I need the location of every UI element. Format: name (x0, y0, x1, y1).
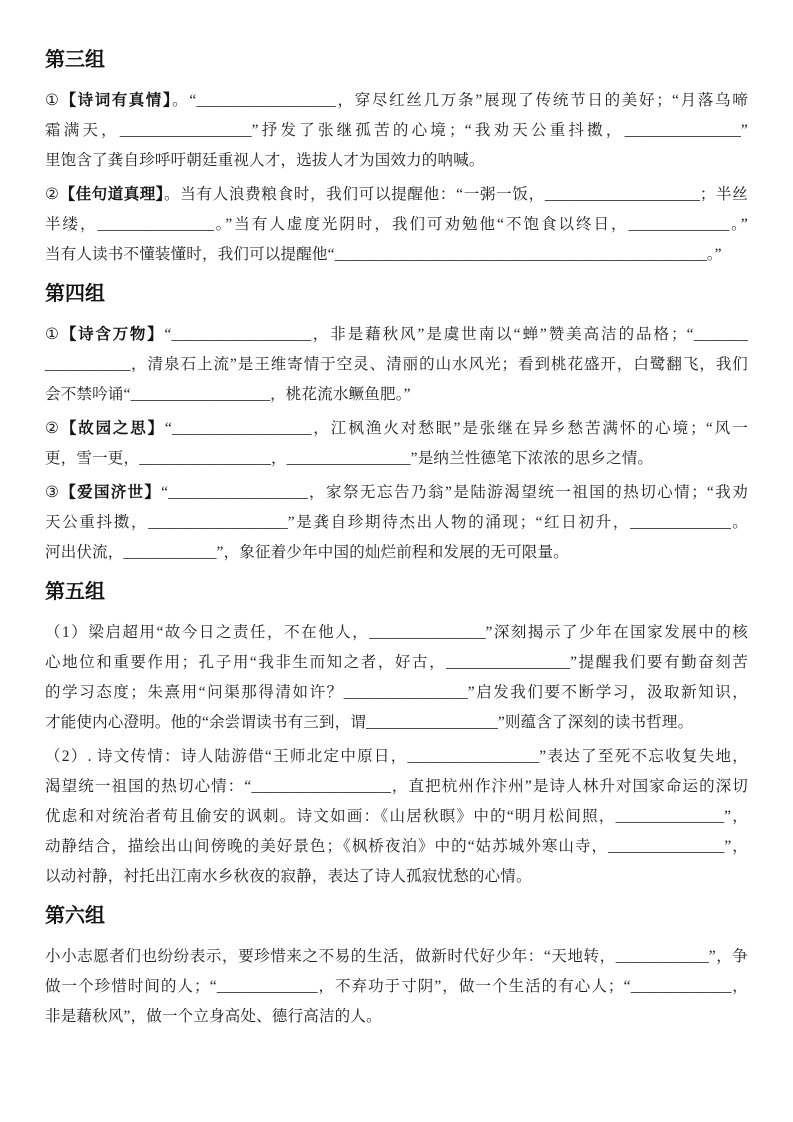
text-line (45, 320, 748, 350)
fill-in-blank: __________________ (196, 92, 336, 109)
text-run: ，桃花流水鳜鱼肥。” (270, 386, 411, 403)
paragraph (45, 180, 748, 270)
text-line (45, 862, 748, 892)
bold-bracket-label: 【爱国济世】 (60, 484, 162, 501)
text-line (45, 478, 748, 508)
fill-in-blank: _____________ (628, 216, 730, 233)
text-run: 心地位和重要作用；孔子用“我非生而知之者，好古， (45, 654, 447, 671)
text-line (45, 86, 748, 116)
fill-in-blank: ____________________ (544, 186, 700, 203)
bold-bracket-label: 【佳句道真理】 (59, 186, 165, 203)
section-title: 第六组 (45, 905, 105, 927)
text-run: 会不禁吟诵“ (45, 386, 131, 403)
text-line (45, 678, 748, 708)
text-run: 。”当有人虚度光阴时，我们可劝勉他“不饱食以终日， (213, 216, 629, 233)
text-run: ”抒发了张继孤苦的心境；“我劝天公重抖擞， (251, 122, 625, 139)
fill-in-blank: _______________ (369, 624, 486, 641)
text-run: ” (740, 122, 748, 139)
text-line (45, 380, 748, 410)
fill-in-blank: ____________ (615, 948, 709, 965)
text-run: 动静结合，描绘出山间傍晚的美好景色；《枫桥夜泊》中的“姑苏城外寒山寺， (45, 838, 609, 855)
text-run: ，非是藉秋风”是虞世南以“蝉”赞美高洁的品格；“ (311, 326, 694, 343)
fill-in-blank: _______ (693, 326, 748, 343)
text-line (45, 648, 748, 678)
text-run: ”， (724, 808, 748, 825)
paragraph (45, 414, 748, 474)
section-title: 第四组 (45, 283, 105, 305)
text-line (45, 240, 748, 270)
text-run: ① (45, 326, 61, 343)
text-run: ”启发我们要不断学习，汲取新知识， (467, 684, 749, 701)
text-run: ”是龚自珍期待杰出人物的涌现；“红日初升， (287, 514, 631, 531)
text-run: 非是藉秋风”，做一个立身高处、德行高洁的人。 (45, 1008, 382, 1025)
paragraph (45, 478, 748, 568)
text-run: 优虑和对统治者苟且偷安的讽刺。诗文如画：《山居秋暝》中的“明月松间照， (45, 808, 616, 825)
text-run: ，穿尽红丝几万条”展现了传统节日的美好；“月落乌啼 (335, 92, 748, 109)
text-line (45, 146, 748, 176)
text-run: ”则蕴含了深刻的读书哲理。 (497, 714, 694, 731)
fill-in-blank: __________________ (130, 386, 271, 403)
paragraph (45, 320, 748, 410)
text-run: ，直把杭州作汴州”是诗人林升对国家命运的深切 (391, 778, 749, 795)
bold-bracket-label: 【诗词有真情】 (60, 92, 173, 109)
text-run: ”，象征着少年中国的灿烂前程和发展的无可限量。 (216, 544, 569, 561)
text-run: （2）. 诗文传情：诗人陆游借“王师北定中原日， (45, 748, 408, 765)
fill-in-blank: ________________ (286, 450, 411, 467)
fill-in-blank: _______________ (624, 122, 741, 139)
text-run: 霜满天， (45, 122, 120, 139)
fill-in-blank: _____________ (216, 978, 318, 995)
text-run: ”表达了至死不忘收复失地， (539, 748, 749, 765)
text-run: ”，争 (708, 948, 748, 965)
text-line (45, 508, 748, 538)
text-run: ① (45, 92, 61, 109)
text-run: 半缕， (45, 216, 98, 233)
text-run: （1）梁启超用“故今日之责任，不在他人， (45, 624, 370, 641)
fill-in-blank: __________________ (251, 778, 392, 795)
section-group-3 (45, 48, 748, 270)
fill-in-blank: __________________ (171, 420, 312, 437)
text-run: ， (731, 978, 748, 995)
text-run: 。 (730, 514, 749, 531)
fill-in-blank: ______________ (615, 808, 725, 825)
text-line (45, 618, 748, 648)
section-title: 第三组 (45, 49, 105, 71)
fill-in-blank: ___________ (45, 356, 131, 373)
text-run: 天公重抖擞， (45, 514, 149, 531)
fill-in-blank: _______________ (97, 216, 214, 233)
text-run: ”深刻揭示了少年在国家发展中的核 (485, 624, 748, 641)
text-line (45, 180, 748, 210)
text-run: 做一个珍惜时间的人；“ (45, 978, 217, 995)
fill-in-blank: _________________ (407, 748, 540, 765)
fill-in-blank: _________________ (119, 122, 252, 139)
fill-in-blank: _____________ (630, 978, 732, 995)
paragraph (45, 618, 748, 738)
paragraph (45, 86, 748, 176)
text-line (45, 708, 748, 738)
text-run: ”提醒我们要有勤奋刻苦 (570, 654, 748, 671)
text-run: 当有人读书不懂装懂时，我们可以提醒他“ (45, 246, 335, 263)
text-line (45, 116, 748, 146)
text-line (45, 942, 748, 972)
text-run: ，清泉石上流”是王维寄情于空灵、清丽的山水风光；看到桃花盛开，白鹭翻飞，我们 (130, 356, 748, 373)
text-run: ”是纳兰性德笔下浓浓的思乡之情。 (410, 450, 654, 467)
text-line (45, 210, 748, 240)
fill-in-blank: __________________ (171, 326, 311, 343)
text-line (45, 350, 748, 380)
text-run: ，不弃功于寸阴”，做一个生活的有心人；“ (317, 978, 631, 995)
fill-in-blank: ________________________________________________ (334, 246, 707, 263)
text-run: ，江枫渔火对愁眠”是张继在异乡愁苦满怀的心境；“风一 (311, 420, 748, 437)
text-run: 以动衬静，衬托出江南水乡秋夜的寂静，表达了诗人孤寂忧愁的心情。 (45, 868, 532, 885)
text-run: 里饱含了龚自珍呼吁朝廷重视人才，选拔人才为国效力的呐喊。 (45, 152, 485, 169)
paragraph (45, 742, 748, 892)
text-line (45, 444, 748, 474)
text-run: 。” (706, 246, 722, 263)
fill-in-blank: ________________ (446, 654, 571, 671)
section-title: 第五组 (45, 581, 105, 603)
text-run: ② (45, 420, 61, 437)
text-line (45, 772, 748, 802)
text-run: “ (164, 326, 172, 343)
text-run: ② (45, 186, 60, 203)
text-run: 更，雪一更， (45, 450, 140, 467)
text-run: ；半丝 (699, 186, 748, 203)
section-group-4 (45, 282, 748, 568)
fill-in-blank: _____________ (630, 514, 731, 531)
text-line (45, 832, 748, 862)
bold-bracket-label: 【诗含万物】 (60, 326, 165, 343)
text-run: “ (161, 484, 169, 501)
fill-in-blank: ____________ (123, 544, 217, 561)
text-run: ， (270, 450, 287, 467)
text-run: 。“ (172, 92, 197, 109)
text-run: ”， (724, 838, 748, 855)
fill-in-blank: ________________ (343, 684, 468, 701)
fill-in-blank: __________________ (148, 514, 288, 531)
text-line (45, 972, 748, 1002)
text-run: “ (164, 420, 172, 437)
fill-in-blank: _________________ (139, 450, 271, 467)
fill-in-blank: _______________ (608, 838, 725, 855)
text-run: 小小志愿者们也纷纷表示，要珍惜来之不易的生活，做新时代好少年：“天地转， (45, 948, 616, 965)
text-run: ，家祭无忘告乃翁”是陆游渴望统一祖国的热切心情；“我劝 (307, 484, 748, 501)
text-run: 才能使内心澄明。他的“余尝谓读书有三到，谓 (45, 714, 367, 731)
text-run: 的学习态度；朱熹用“问渠那得清如许？ (45, 684, 344, 701)
text-line (45, 802, 748, 832)
paragraph (45, 942, 748, 1032)
fill-in-blank: _________________ (366, 714, 498, 731)
text-run: 。当有人浪费粮食时，我们可以提醒他：“一粥一饭， (164, 186, 545, 203)
text-line (45, 742, 748, 772)
text-line (45, 414, 748, 444)
text-run: 渴望统一祖国的热切心情：“ (45, 778, 252, 795)
text-line (45, 538, 748, 568)
fill-in-blank: __________________ (168, 484, 308, 501)
section-group-5 (45, 580, 748, 892)
section-group-6 (45, 904, 748, 1032)
text-run: 。” (729, 216, 749, 233)
text-run: 河出伏流， (45, 544, 124, 561)
bold-bracket-label: 【故园之思】 (60, 420, 165, 437)
text-line (45, 1002, 748, 1032)
text-run: ③ (45, 484, 61, 501)
